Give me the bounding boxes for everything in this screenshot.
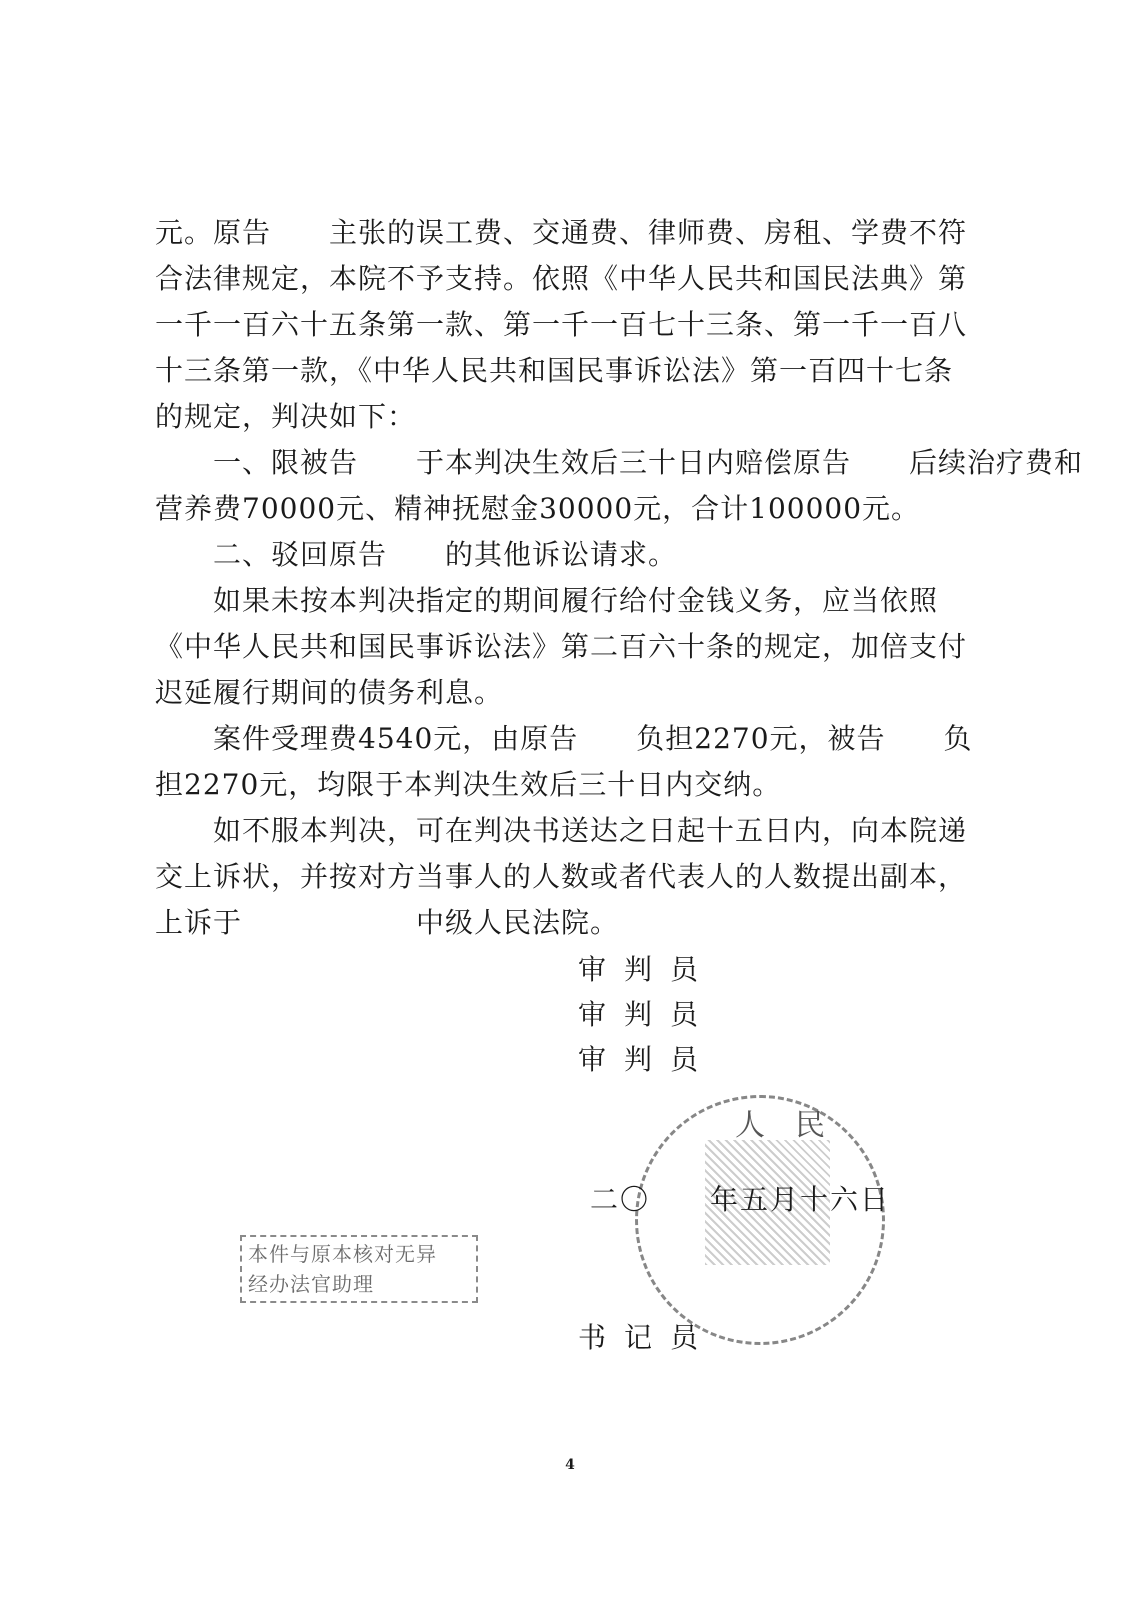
appeal-line: 如不服本判决，可在判决书送达之日起十五日内，向本院递 [213, 814, 968, 847]
judgment-item-2: 二、驳回原告 的其他诉讼请求。 [213, 538, 678, 571]
judgment-item-1-cont: 营养费70000元、精神抚慰金30000元，合计100000元。 [155, 492, 921, 525]
fee-line: 担2270元，均限于本判决生效后三十日内交纳。 [155, 768, 782, 801]
clerk-signature: 书记员 [578, 1321, 717, 1354]
paragraph-line: 合法律规定，本院不予支持。依照《中华人民共和国民法典》第 [155, 262, 968, 295]
appeal-line: 交上诉状，并按对方当事人的人数或者代表人的人数提出副本， [155, 860, 968, 893]
judge-signature-1: 审判员 [578, 953, 717, 986]
fee-line: 案件受理费4540元，由原告 负担2270元，被告 负 [213, 722, 973, 755]
copy-certification-stamp [240, 1235, 478, 1303]
judge-signature-3: 审判员 [578, 1043, 717, 1076]
paragraph-line: 十三条第一款，《中华人民共和国民事诉讼法》第一百四十七条 [155, 354, 954, 387]
judgment-date: 二〇 年五月十六日 [590, 1183, 891, 1216]
copy-stamp-line-1: 本件与原本核对无异 [248, 1242, 437, 1266]
copy-stamp-line-2: 经办法官助理 [248, 1272, 374, 1296]
paragraph-line: 一千一百六十五条第一款、第一千一百七十三条、第一千一百八 [155, 308, 968, 341]
appeal-line: 上诉于 中级人民法院。 [155, 906, 620, 939]
late-performance-line: 《中华人民共和国民事诉讼法》第二百六十条的规定，加倍支付 [155, 630, 968, 663]
paragraph-line: 元。原告 主张的误工费、交通费、律师费、房租、学费不符 [155, 216, 968, 249]
judge-signature-2: 审判员 [578, 998, 717, 1031]
late-performance-line: 如果未按本判决指定的期间履行给付金钱义务，应当依照 [213, 584, 939, 617]
late-performance-line: 迟延履行期间的债务利息。 [155, 676, 504, 709]
judgment-item-1: 一、限被告 于本判决生效后三十日内赔偿原告 后续治疗费和 [213, 446, 1084, 479]
page-number: 4 [565, 1457, 575, 1473]
paragraph-line: 的规定，判决如下： [155, 400, 417, 433]
court-seal-text: 人民 [735, 1108, 855, 1143]
